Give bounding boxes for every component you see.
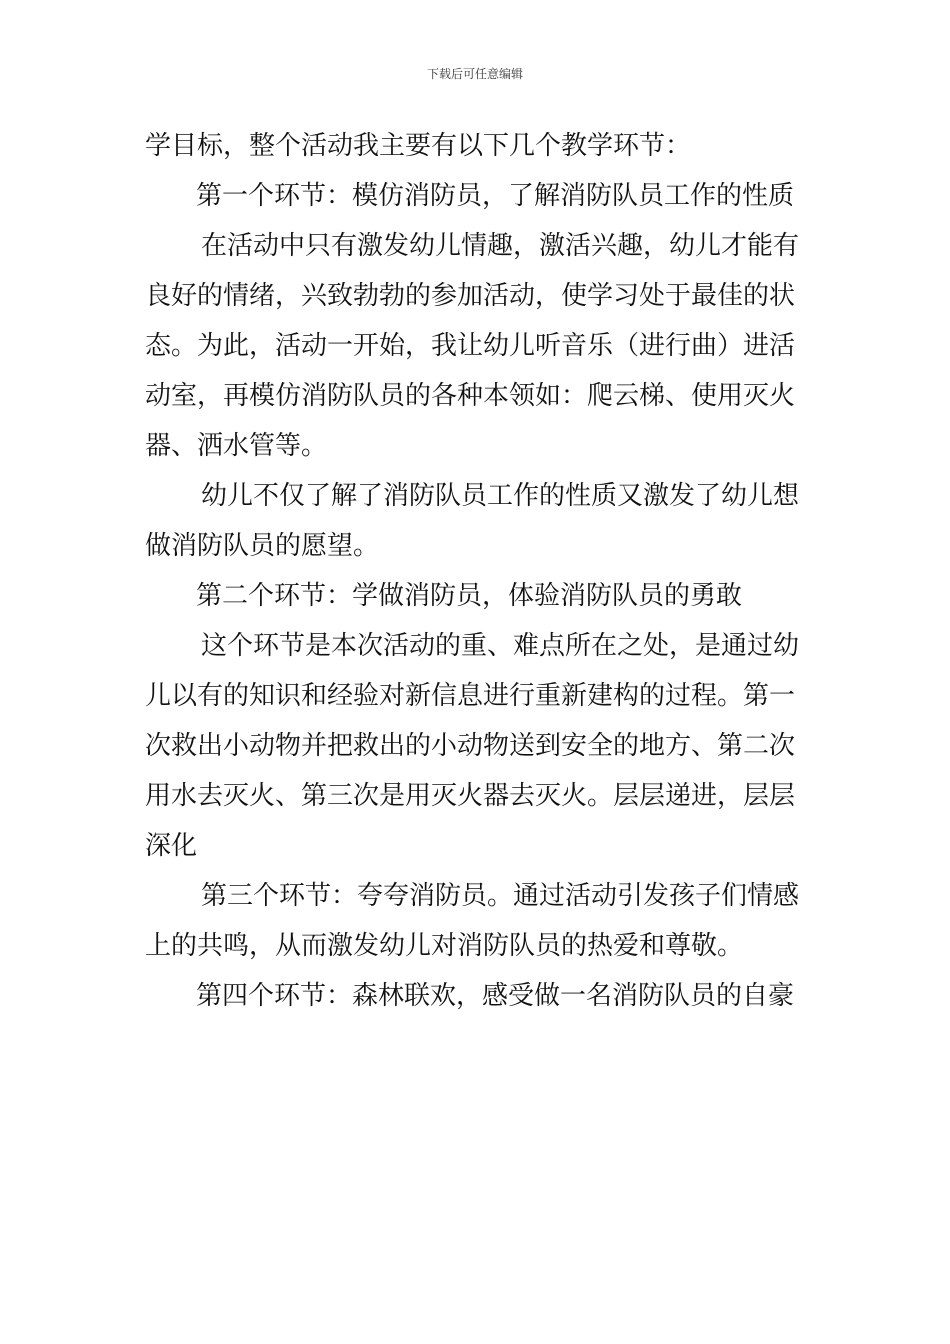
text-line: 学目标，整个活动我主要有以下几个教学环节： [145,131,692,161]
page-header-note: 下载后可任意编辑 [426,67,523,81]
text-line: 用水去灭火、第三次是用灭火器去灭火。层层递进，层层 [145,781,796,811]
text-line: 上的共鸣，从而激发幼儿对消防队员的热爱和尊敬。 [145,931,744,961]
text-line: 幼儿不仅了解了消防队员工作的性质又激发了幼儿想 [201,481,800,511]
section-heading-4: 第四个环节：森林联欢，感受做一名消防队员的自豪 [196,981,795,1011]
section-heading-3: 第三个环节：夸夸消防员。通过活动引发孩子们情感 [201,881,800,911]
document-body [145,126,810,1026]
text-line: 深化 [145,831,198,861]
text-line: 儿以有的知识和经验对新信息进行重新建构的过程。第一 [145,681,796,711]
text-line: 器、洒水管等。 [145,431,328,461]
text-line: 在活动中只有激发幼儿情趣，激活兴趣，幼儿才能有 [201,231,800,261]
section-heading-2: 第二个环节：学做消防员，体验消防队员的勇敢 [196,581,743,611]
text-line: 动室，再模仿消防队员的各种本领如：爬云梯、使用灭火 [145,381,796,411]
text-line: 做消防队员的愿望。 [145,531,380,561]
text-line: 次救出小动物并把救出的小动物送到安全的地方、第二次 [145,731,796,761]
text-line: 态。为此，活动一开始，我让幼儿听音乐（进行曲）进活 [145,331,796,361]
text-line: 良好的情绪，兴致勃勃的参加活动，使学习处于最佳的状 [145,281,796,311]
text-line: 这个环节是本次活动的重、难点所在之处，是通过幼 [201,631,800,661]
section-heading-1: 第一个环节：模仿消防员，了解消防队员工作的性质 [196,181,795,211]
